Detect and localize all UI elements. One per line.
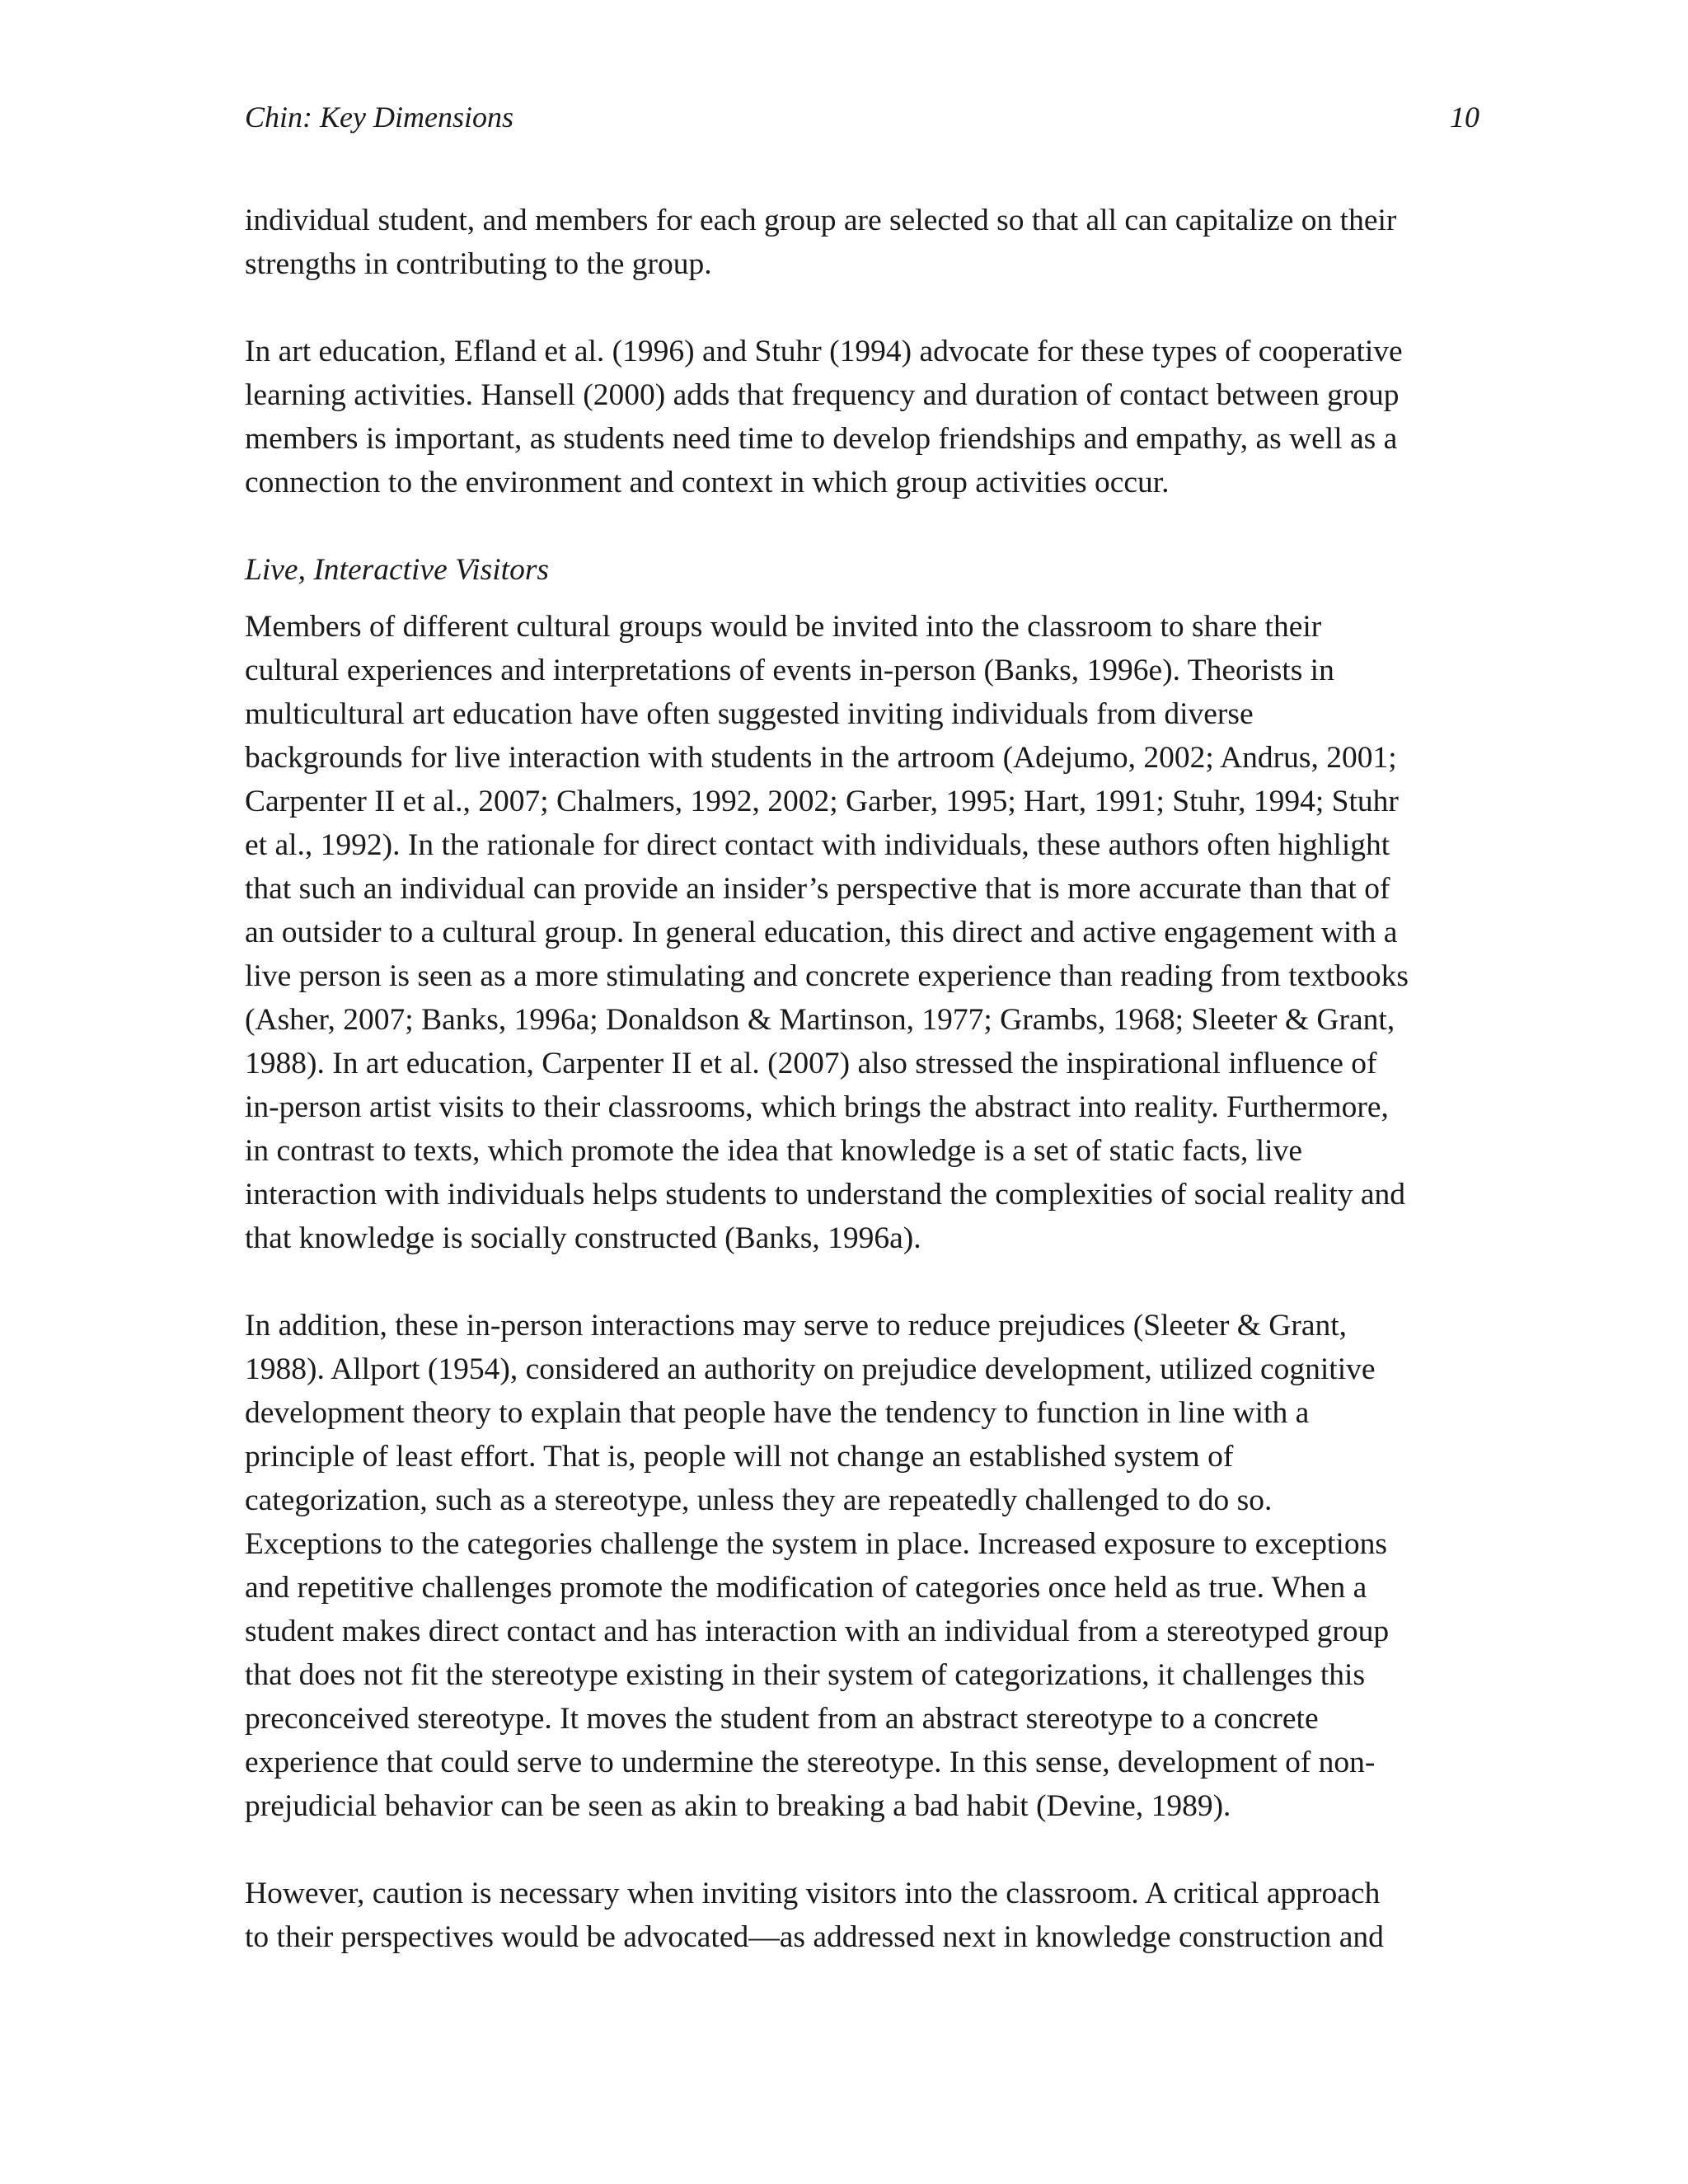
paragraph-art-education-cooperative: In art education, Efland et al. (1996) and Stuhr (1994) advocate for these types of cooperative learning activities. Hansell (2000) adds that frequency and duration of contact between group members is important, as students need time to develop friendships and empathy, as well as a connection to the environment and context in which group activities occur. [245,335,1403,499]
running-header [245,97,1479,137]
paragraph-continuation: individual student, and members for each group are selected so that all can capitalize on their strengths in contributing to the group. [245,204,1397,281]
paragraph-caution: However, caution is necessary when inviting visitors into the classroom. A critical approach to their perspectives would be advocated—as addressed next in knowledge construction and [245,1877,1384,1954]
body-text [245,199,1479,1959]
section-heading-live-interactive-visitors: Live, Interactive Visitors [245,553,550,587]
running-header-title: Chin: Key Dimensions [245,101,513,134]
paragraph-visitors: Members of different cultural groups would be invited into the classroom to share their cultural experiences and interpretations of events in-person (Banks, 1996e). Theorists in multicultural art education have often suggested inviting individuals from diverse backgrounds for live interaction with students in the artroom (Adejumo, 2002; Andrus, 2001; Carpenter II et al., 2007; Chalmers, 1992, 2002; Garber, 1995; Hart, 1991; Stuhr, 1994; Stuhr et al., 1992). In the rationale for direct contact with individuals, these authors often highlight that such an individual can provide an insider’s perspective that is more accurate than that of an outsider to a cultural group. In general education, this direct and active engagement with a live person is seen as a more stimulating and concrete experience than reading from textbooks (Asher, 2007; Banks, 1996a; Donaldson & Martinson, 1977; Grambs, 1968; Sleeter & Grant, 1988). In art education, Carpenter II et al. (2007) also stressed the inspirational influence of in-person artist visits to their classrooms, which brings the abstract into reality. Furthermore, in contrast to texts, which promote the idea that knowledge is a set of static facts, live interaction with individuals helps students to understand the complexities of social reality and that knowledge is socially constructed (Banks, 1996a). [245,610,1409,1255]
page-number: 10 [1450,101,1479,134]
paragraph-prejudice-reduction: In addition, these in-person interactions may serve to reduce prejudices (Sleeter & Grant, 1988). Allport (1954), considered an authority on prejudice development, utilized cognitive development theory to explain that people have the tendency to function in line with a principle of least effort. That is, people will not change an established system of categorization, such as a stereotype, unless they are repeatedly challenged to do so. Exceptions to the categories challenge the system in place. Increased exposure to exceptions and repetitive challenges promote the modification of categories once held as true. When a student makes direct contact and has interaction with an individual from a stereotyped group that does not fit the stereotype existing in their system of categorizations, it challenges this preconceived stereotype. It moves the student from an abstract stereotype to a concrete experience that could serve to undermine the stereotype. In this sense, development of non- prejudicial behavior can be seen as akin to breaking a bad habit (Devine, 1989). [245,1309,1390,1823]
